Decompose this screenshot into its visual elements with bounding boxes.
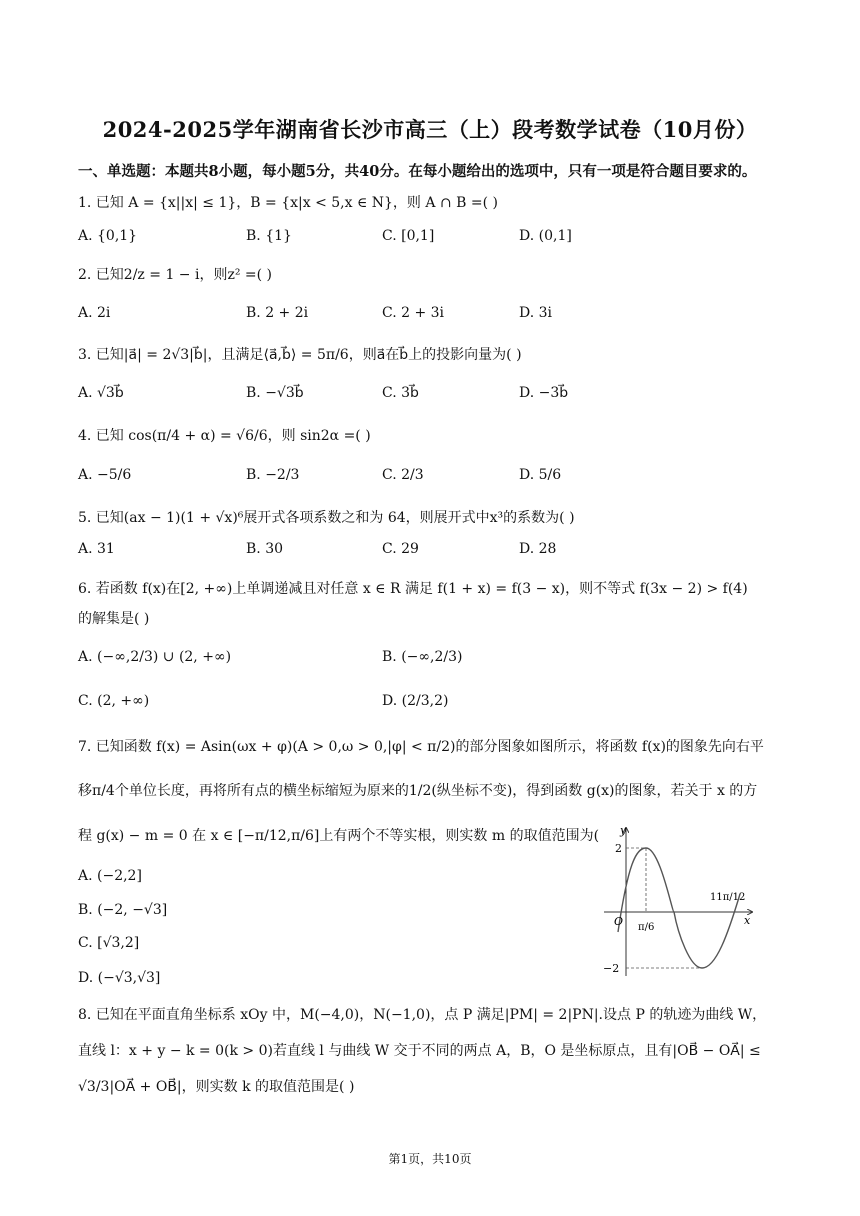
sine-curve: [618, 848, 740, 968]
q5-stem: 5. 已知(ax − 1)(1 + √x)⁶展开式各项系数之和为 64，则展开式中x³的系数为( ): [78, 510, 575, 526]
q2-option-d: D. 3i: [519, 305, 553, 321]
q8-stem-line3: √3/3|OA⃗ + OB⃗|，则实数 k 的取值范围是( ): [78, 1079, 355, 1095]
y-max-label: 2: [615, 842, 622, 855]
q7-option-d: D. (−√3,√3]: [78, 970, 161, 986]
exam-title: 2024-2025学年湖南省长沙市高三（上）段考数学试卷（10月份）: [102, 117, 758, 142]
q1-stem: 1. 已知 A = {x||x| ≤ 1}，B = {x|x < 5,x ∈ N}，则 A ∩ B =( ): [78, 195, 498, 211]
q7-option-c: C. [√3,2]: [78, 935, 140, 951]
q1-option-b: B. {1}: [246, 228, 292, 244]
section-heading: 一、单选题：本题共8小题，每小题5分，共40分。在每小题给出的选项中，只有一项是符合题目要求的。: [78, 163, 757, 180]
q2-option-b: B. 2 + 2i: [246, 305, 309, 321]
q7-option-a: A. (−2,2]: [78, 868, 142, 884]
q3-option-c: C. 3b⃗: [382, 385, 419, 401]
q1-option-d: D. (0,1]: [519, 228, 572, 244]
q4-option-b: B. −2/3: [246, 467, 300, 483]
q6-option-b: B. (−∞,2/3): [382, 649, 463, 665]
q5-option-b: B. 30: [246, 541, 284, 557]
q5-option-c: C. 29: [382, 541, 419, 557]
x-tick-label-2: 11π/12: [710, 892, 746, 903]
q4-stem: 4. 已知 cos(π/4 + α) = √6/6，则 sin2α =( ): [78, 428, 371, 444]
q3-stem: 3. 已知|a⃗| = 2√3|b⃗|，且满足⟨a⃗,b⃗⟩ = 5π/6，则a⃗在b⃗上的投影向量为( ): [78, 347, 522, 363]
q1-option-a: A. {0,1}: [78, 228, 138, 244]
x-tick-label-1: π/6: [638, 922, 655, 933]
y-min-label: −2: [603, 962, 620, 975]
q8-stem-line1: 8. 已知在平面直角坐标系 xOy 中，M(−4,0)，N(−1,0)，点 P 满足|PM| = 2|PN|.设点 P 的轨迹为曲线 W，: [78, 1007, 767, 1023]
sine-graph-figure: [598, 824, 758, 984]
q3-option-b: B. −√3b⃗: [246, 385, 304, 401]
q6-option-c: C. (2, +∞): [78, 693, 150, 709]
q8-stem-line2: 直线 l：x + y − k = 0(k > 0)若直线 l 与曲线 W 交于不同的两点 A，B，O 是坐标原点，且有|OB⃗ − OA⃗| ≤: [78, 1043, 761, 1059]
q4-option-d: D. 5/6: [519, 467, 562, 483]
q5-option-a: A. 31: [78, 541, 115, 557]
q6-option-a: A. (−∞,2/3) ∪ (2, +∞): [78, 649, 232, 665]
q2-option-c: C. 2 + 3i: [382, 305, 445, 321]
q7-stem-line3: 程 g(x) − m = 0 在 x ∈ [−π/12,π/6]上有两个不等实根，则实数 m 的取值范围为(: [78, 828, 600, 844]
axis-y-label: y: [620, 824, 627, 837]
q2-option-a: A. 2i: [78, 305, 111, 321]
q6-option-d: D. (2/3,2): [382, 693, 449, 709]
q6-stem-line2: 的解集是( ): [78, 611, 150, 627]
q7-stem-line1: 7. 已知函数 f(x) = Asin(ωx + φ)(A > 0,ω > 0,|φ| < π/2)的部分图象如图所示，将函数 f(x)的图象先向右平: [78, 739, 764, 755]
q5-option-d: D. 28: [519, 541, 557, 557]
q3-option-d: D. −3b⃗: [519, 385, 569, 401]
q4-option-c: C. 2/3: [382, 467, 424, 483]
q7-stem-line2: 移π/4个单位长度，再将所有点的横坐标缩短为原来的1/2(纵坐标不变)，得到函数 g(x)的图象，若关于 x 的方: [78, 783, 758, 799]
q3-option-a: A. √3b⃗: [78, 385, 124, 401]
q4-option-a: A. −5/6: [78, 467, 132, 483]
q7-option-b: B. (−2, −√3]: [78, 902, 168, 918]
origin-label: O: [614, 915, 624, 928]
q2-stem: 2. 已知2/z = 1 − i，则z² =( ): [78, 267, 272, 283]
q6-stem-line1: 6. 若函数 f(x)在[2, +∞)上单调递减且对任意 x ∈ R 满足 f(1 + x) = f(3 − x)，则不等式 f(3x − 2) > f(4): [78, 581, 748, 597]
page-footer: 第1页，共10页: [388, 1152, 472, 1166]
axis-x-label: x: [744, 914, 751, 927]
q1-option-c: C. [0,1]: [382, 228, 435, 244]
